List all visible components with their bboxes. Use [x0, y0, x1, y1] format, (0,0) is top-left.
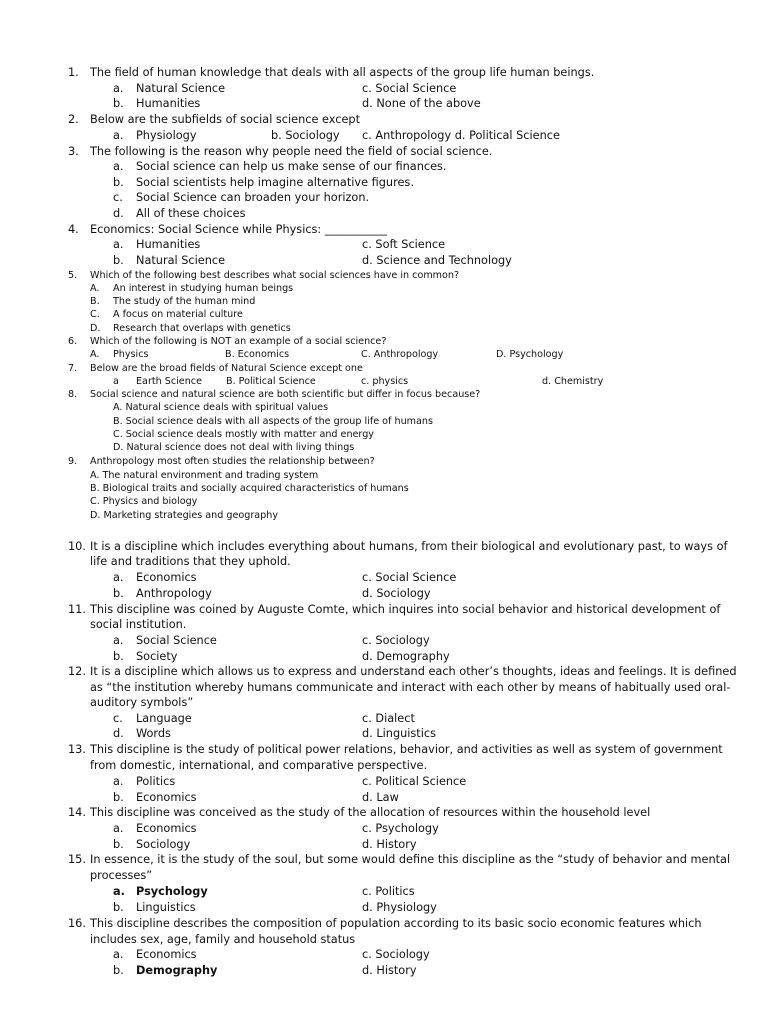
- question-number: 16.: [68, 917, 86, 930]
- choice-text: c. Social Science: [362, 82, 457, 95]
- choice-text: All of these choices: [136, 207, 246, 220]
- choice-text: d. Linguistics: [362, 727, 436, 740]
- question-text: from domestic, international, and comparative perspective.: [90, 759, 428, 772]
- question-text: Below are the subfields of social science except: [90, 113, 361, 126]
- question-number: 9.: [68, 456, 78, 467]
- choice-text: Politics: [136, 775, 176, 788]
- choice-text: Anthropology: [136, 587, 212, 600]
- choice-text: Economics: [136, 822, 197, 835]
- choice-text: B. Political Science: [226, 376, 316, 387]
- choice-text: Humanities: [136, 97, 201, 110]
- question-text: This discipline is the study of political power relations, behavior, and activities as well as system of government: [90, 743, 723, 756]
- choice-text: An interest in studying human beings: [113, 283, 294, 294]
- choice-text: Physics: [113, 349, 149, 360]
- choice-text: Economics: [136, 791, 197, 804]
- question-text: The following is the reason why people need the field of social science.: [90, 145, 493, 158]
- choice-text: d. Physiology: [362, 901, 437, 914]
- choice-text: C. Physics and biology: [90, 496, 198, 507]
- choice-text: Social scientists help imagine alternative figures.: [136, 176, 414, 189]
- choice-text: Words: [136, 727, 171, 740]
- choice-text: d. Demography: [362, 650, 450, 663]
- choice-text: d. None of the above: [362, 97, 481, 110]
- question-text: This discipline was coined by Auguste Comte, which inquires into social behavior and historical development of: [90, 603, 721, 616]
- question-text: life and traditions that they uphold.: [90, 555, 291, 568]
- choice-text: D. Natural science does not deal with living things: [113, 442, 355, 453]
- choice-letter: c.: [113, 191, 123, 204]
- question-text: Anthropology most often studies the relationship between?: [90, 456, 375, 467]
- choice-text: c. physics: [361, 376, 409, 387]
- choice-letter: b.: [113, 650, 124, 663]
- question-number: 4.: [68, 223, 79, 236]
- choice-text: Society: [136, 650, 178, 663]
- question-number: 2.: [68, 113, 79, 126]
- choice-text: B. Social science deals with all aspects of the group life of humans: [113, 416, 433, 427]
- choice-text: b. Sociology: [271, 129, 340, 142]
- question-text: The field of human knowledge that deals with all aspects of the group life human beings.: [90, 66, 595, 79]
- question-text: includes sex, age, family and household status: [90, 933, 356, 946]
- choice-text: B. Economics: [225, 349, 290, 360]
- choice-text: c. Politics: [362, 885, 415, 898]
- choice-letter: D.: [90, 323, 101, 334]
- choice-text-answer: Demography: [136, 964, 218, 977]
- choice-text: d. Sociology: [362, 587, 431, 600]
- choice-letter: b.: [113, 964, 124, 977]
- question-text: as “the institution whereby humans communicate and interact with each other by means of habitually used oral-: [90, 681, 731, 694]
- choice-text: Sociology: [136, 838, 191, 851]
- choice-letter: a: [113, 376, 119, 387]
- question-number: 14.: [68, 806, 86, 819]
- choice-text: c. Anthropology d. Political Science: [362, 129, 560, 142]
- question-number: 5.: [68, 270, 78, 281]
- choice-text: Natural Science: [136, 254, 226, 267]
- choice-letter: C.: [90, 309, 100, 320]
- question-text: It is a discipline which includes everything about humans, from their biological and evolutionary past, to ways of: [90, 540, 728, 553]
- choice-letter: a.: [113, 160, 124, 173]
- choice-text: c. Dialect: [362, 712, 415, 725]
- choice-letter: a.: [113, 571, 124, 584]
- question-number: 6.: [68, 336, 78, 347]
- question-text: auditory symbols”: [90, 696, 194, 709]
- choice-text: Physiology: [136, 129, 197, 142]
- choice-text: C. Social science deals mostly with matter and energy: [113, 429, 374, 440]
- choice-text: d. History: [362, 838, 417, 851]
- question-text: processes”: [90, 869, 153, 882]
- choice-letter: b.: [113, 838, 124, 851]
- choice-text: D. Psychology: [496, 349, 564, 360]
- choice-text: Economics: [136, 571, 197, 584]
- choice-text: The study of the human mind: [113, 296, 256, 307]
- choice-text: c. Soft Science: [362, 238, 446, 251]
- question-number: 10.: [68, 540, 86, 553]
- choice-letter: A.: [90, 349, 100, 360]
- question-number: 15.: [68, 853, 86, 866]
- question-text: This discipline describes the composition of population according to its basic socio economic features which: [90, 917, 702, 930]
- question-number: 1.: [68, 66, 79, 79]
- choice-text: Economics: [136, 948, 197, 961]
- choice-letter: b.: [113, 97, 124, 110]
- choice-text: d. History: [362, 964, 417, 977]
- choice-text: A. The natural environment and trading system: [90, 470, 319, 481]
- choice-letter: b.: [113, 901, 124, 914]
- choice-text: A. Natural science deals with spiritual values: [113, 402, 329, 413]
- choice-letter: a.: [113, 129, 124, 142]
- choice-text: c. Social Science: [362, 571, 457, 584]
- choice-text: Natural Science: [136, 82, 226, 95]
- choice-text: Humanities: [136, 238, 201, 251]
- choice-text: c. Sociology: [362, 634, 430, 647]
- choice-letter: b.: [113, 587, 124, 600]
- question-text: Social science and natural science are both scientific but differ in focus because?: [90, 389, 481, 400]
- question-number: 11.: [68, 603, 86, 616]
- choice-letter: a.: [113, 634, 124, 647]
- question-text: In essence, it is the study of the soul, but some would define this discipline as the “study of behavior and mental: [90, 853, 731, 866]
- question-text: It is a discipline which allows us to express and understand each other’s thoughts, ideas and feelings. It is defined: [90, 665, 737, 678]
- choice-letter: a.: [113, 82, 124, 95]
- choice-text-answer: Psychology: [136, 885, 208, 898]
- choice-text: c. Psychology: [362, 822, 439, 835]
- choice-text: B. Biological traits and socially acquired characteristics of humans: [90, 483, 409, 494]
- choice-text: C. Anthropology: [361, 349, 439, 360]
- choice-letter: b.: [113, 254, 124, 267]
- choice-letter: B.: [90, 296, 100, 307]
- choice-letter: c.: [113, 712, 123, 725]
- choice-letter: d.: [113, 207, 124, 220]
- question-text: Which of the following is NOT an example of a social science?: [90, 336, 387, 347]
- choice-text: d. Chemistry: [542, 376, 604, 387]
- choice-letter: b.: [113, 791, 124, 804]
- choice-letter: a.: [113, 775, 124, 788]
- choice-text: Social Science: [136, 634, 217, 647]
- choice-text: Social science can help us make sense of our finances.: [136, 160, 447, 173]
- question-number: 3.: [68, 145, 79, 158]
- choice-text: Research that overlaps with genetics: [113, 323, 291, 334]
- question-number: 8.: [68, 389, 78, 400]
- question-number: 7.: [68, 363, 78, 374]
- question-text: This discipline was conceived as the study of the allocation of resources within the household level: [90, 806, 651, 819]
- choice-letter: b.: [113, 176, 124, 189]
- choice-letter: A.: [90, 283, 100, 294]
- choice-text: A focus on material culture: [113, 309, 243, 320]
- choice-text: Linguistics: [136, 901, 196, 914]
- choice-text: c. Political Science: [362, 775, 467, 788]
- choice-letter: a.: [113, 822, 124, 835]
- choice-text: Language: [136, 712, 192, 725]
- question-text: Which of the following best describes what social sciences have in common?: [90, 270, 460, 281]
- question-number: 13.: [68, 743, 86, 756]
- choice-text: c. Sociology: [362, 948, 430, 961]
- question-text: Economics: Social Science while Physics: ___________: [90, 223, 387, 236]
- choice-text: d. Science and Technology: [362, 254, 512, 267]
- question-text: Below are the broad fields of Natural Science except one: [90, 363, 363, 374]
- question-text: social institution.: [90, 618, 187, 631]
- choice-text: Earth Science: [136, 376, 202, 387]
- choice-letter: a.: [113, 885, 125, 898]
- choice-letter: a.: [113, 238, 124, 251]
- choice-text: D. Marketing strategies and geography: [90, 510, 279, 521]
- choice-text: Social Science can broaden your horizon.: [136, 191, 370, 204]
- question-number: 12.: [68, 665, 86, 678]
- choice-letter: a.: [113, 948, 124, 961]
- choice-letter: d.: [113, 727, 124, 740]
- choice-text: d. Law: [362, 791, 399, 804]
